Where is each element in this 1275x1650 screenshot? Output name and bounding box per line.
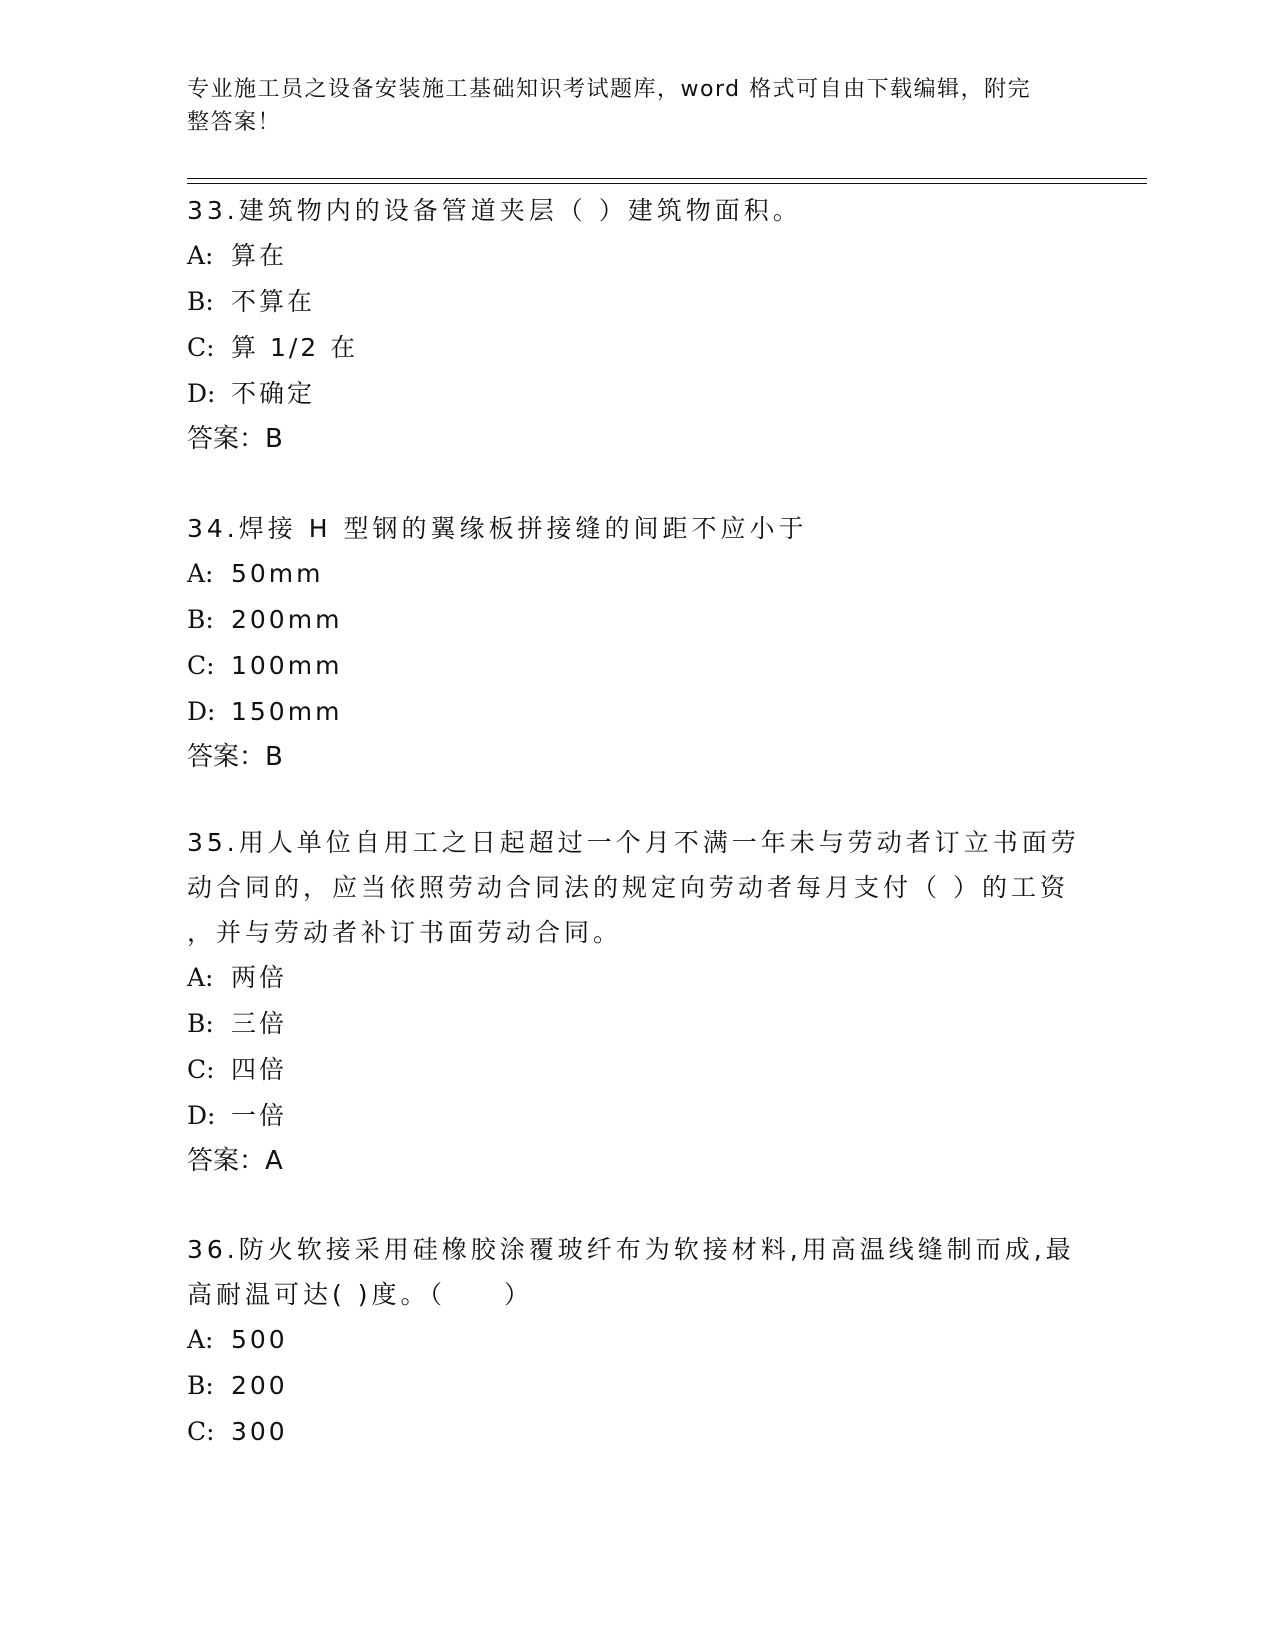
option-text: 150mm xyxy=(231,697,343,726)
question-stem: 34.焊接 H 型钢的翼缘板拼接缝的间距不应小于 xyxy=(187,514,808,543)
option-d xyxy=(187,1093,1087,1139)
option-label: B: xyxy=(187,605,214,634)
option-a xyxy=(187,233,1087,279)
option-text: 不算在 xyxy=(231,287,316,316)
option-a xyxy=(187,955,1087,1001)
answer-line: 答案：B xyxy=(187,424,283,454)
option-label: B: xyxy=(187,1371,214,1400)
answer-line: 答案：A xyxy=(187,1146,283,1176)
option-d xyxy=(187,689,1087,735)
answer-line: 答案：B xyxy=(187,742,283,772)
question-stem-line-1: 36.防火软接采用硅橡胶涂覆玻纤布为软接材料,用高温线缝制而成,最 xyxy=(187,1235,1075,1264)
option-text: 算 1/2 在 xyxy=(231,333,359,362)
option-c xyxy=(187,325,1087,371)
question-33 xyxy=(187,188,1087,461)
option-label: B: xyxy=(187,1009,214,1038)
question-34 xyxy=(187,506,1087,779)
question-35 xyxy=(187,820,1087,1183)
option-b xyxy=(187,279,1087,325)
option-label: C: xyxy=(187,333,215,362)
option-c xyxy=(187,1409,1087,1455)
option-text: 50mm xyxy=(231,559,324,588)
option-label: A: xyxy=(187,559,214,588)
option-label: C: xyxy=(187,651,215,680)
option-label: A: xyxy=(187,963,214,992)
question-stem-line-1: 35.用人单位自用工之日起超过一个月不满一年未与劳动者订立书面劳 xyxy=(187,828,1080,857)
option-c xyxy=(187,643,1087,689)
question-stem-line-3: ，并与劳动者补订书面劳动合同。 xyxy=(187,918,623,947)
option-label: A: xyxy=(187,1325,214,1354)
header-divider-top xyxy=(187,178,1147,179)
header-line-2: 整答案！ xyxy=(187,110,282,135)
question-stem: 33.建筑物内的设备管道夹层（ ）建筑物面积。 xyxy=(187,196,802,225)
header-divider-bottom xyxy=(187,183,1147,184)
option-label: D: xyxy=(187,1101,216,1130)
option-text: 200mm xyxy=(231,605,343,634)
option-text: 500 xyxy=(231,1325,288,1354)
option-label: D: xyxy=(187,697,216,726)
option-text: 三倍 xyxy=(231,1009,288,1038)
option-b xyxy=(187,597,1087,643)
option-b xyxy=(187,1001,1087,1047)
question-stem-line-2: 高耐温可达( )度。（ ） xyxy=(187,1280,533,1309)
option-text: 不确定 xyxy=(231,379,316,408)
option-text: 300 xyxy=(231,1417,288,1446)
option-c xyxy=(187,1047,1087,1093)
option-b xyxy=(187,1363,1087,1409)
option-text: 一倍 xyxy=(231,1101,288,1130)
option-a xyxy=(187,551,1087,597)
option-text: 两倍 xyxy=(231,963,288,992)
option-label: A: xyxy=(187,241,214,270)
option-text: 100mm xyxy=(231,651,343,680)
option-label: B: xyxy=(187,287,214,316)
option-text: 200 xyxy=(231,1371,288,1400)
option-text: 算在 xyxy=(231,241,288,270)
option-label: D: xyxy=(187,379,216,408)
question-stem-line-2: 动合同的，应当依照劳动合同法的规定向劳动者每月支付（ ）的工资 xyxy=(187,873,1069,902)
header-line-1: 专业施工员之设备安装施工基础知识考试题库，word 格式可自由下载编辑，附完 xyxy=(187,77,1032,102)
option-text: 四倍 xyxy=(231,1055,288,1084)
option-d xyxy=(187,371,1087,417)
document-header xyxy=(187,73,1067,139)
option-label: C: xyxy=(187,1055,215,1084)
option-label: C: xyxy=(187,1417,215,1446)
option-a xyxy=(187,1317,1087,1363)
question-36 xyxy=(187,1227,1087,1455)
